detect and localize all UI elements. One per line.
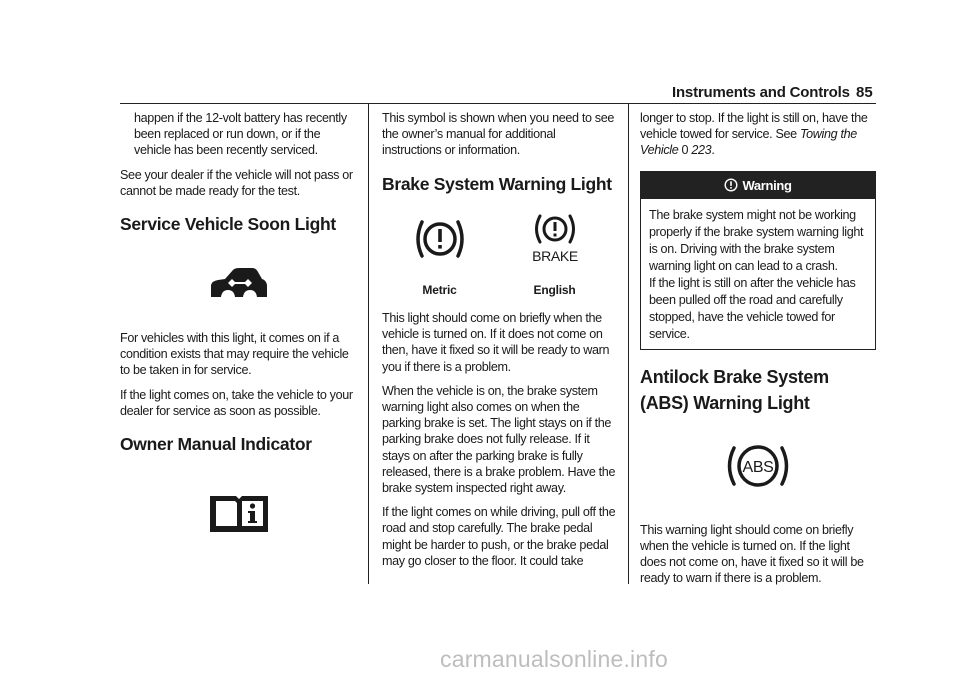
paragraph: For vehicles with this light, it comes on if a condition exists that may require the vehicle to be taken in for service. [120, 331, 349, 378]
owner-manual-indicator-heading: Owner Manual Indicator [120, 434, 312, 455]
warning-box [640, 171, 876, 350]
column-divider [628, 104, 629, 584]
section-title: Instruments and Controls [672, 84, 850, 101]
paragraph: If the light comes on while driving, pull off the road and stop carefully. The brake pedal might be harder to push, or the brake pedal may go closer to the floor. It could take [382, 505, 616, 568]
abs-word: ABS [742, 458, 774, 476]
warning-body [641, 199, 875, 349]
abs-warning-heading: Antilock Brake System (ABS) Warning Light [640, 366, 829, 413]
paragraph: This symbol is shown when you need to see the owner’s manual for additional instructions or information. [382, 111, 615, 158]
page-ref[interactable]: 223 [691, 143, 712, 158]
column-3 [640, 110, 876, 595]
paragraph: If the light comes on, take the vehicle to your dealer for service as soon as possible. [120, 387, 353, 418]
brake-warning-english-icon [528, 214, 582, 264]
brake-system-warning-heading: Brake System Warning Light [382, 173, 612, 194]
paragraph: When the vehicle is on, the brake system warning light also comes on when the parking brake is set. The light stays on if the parking brake does not fully release. If it stays on after the parking brake is fully released, there is a brake problem. Have the brake system inspected right away. [382, 383, 616, 496]
english-label: English [533, 282, 576, 297]
brake-icons-row [382, 214, 612, 298]
brake-warning-metric-icon [413, 214, 467, 264]
paragraph: This light should come on briefly when the vehicle is turned on. If it does not come on then, have it fixed so it will be ready to warn you if there is a problem. [382, 311, 610, 374]
abs-warning-icon [640, 440, 876, 492]
metric-brake-cell [390, 214, 490, 298]
warning-header [641, 172, 875, 199]
column-divider [368, 104, 369, 584]
brake-word: BRAKE [531, 247, 578, 264]
bullet-continuation: happen if the 12-volt battery has recently been replaced or run down, or if the vehicle has been recently serviced. [134, 111, 347, 158]
metric-label: Metric [422, 282, 457, 297]
warning-icon [724, 178, 738, 192]
warning-text: The brake system might not be working properly if the brake system warning light is on. Driving with the brake system warning light on can lead to a crash. [649, 207, 864, 273]
warning-text: If the light is still on after the vehicle has been pulled off the road and carefully stopped, have the vehicle towed for service. [649, 275, 856, 341]
watermark: carmanualsonline.info [440, 646, 668, 672]
paragraph: See your dealer if the vehicle will not pass or cannot be made ready for the test. [120, 167, 353, 198]
owner-manual-icon [120, 490, 358, 534]
page-ref-icon: 0 [681, 143, 689, 158]
service-vehicle-soon-icon [120, 266, 358, 302]
service-vehicle-soon-heading: Service Vehicle Soon Light [120, 214, 336, 235]
column-1 [120, 110, 358, 534]
column-2 [382, 110, 618, 577]
page-number: 85 [856, 84, 873, 101]
paragraph: This warning light should come on briefly when the vehicle is turned on. If the light does not come on, have it fixed so it will be ready to warn if there is a problem. [640, 522, 864, 586]
header-rule [120, 103, 876, 104]
towing-link[interactable]: Towing the Vehicle [640, 127, 857, 158]
english-brake-cell [505, 214, 605, 298]
warning-title: Warning [742, 177, 792, 193]
paragraph: longer to stop. If the light is still on, have the vehicle towed for service. See Towing the Vehicle 0 223. [640, 111, 868, 158]
